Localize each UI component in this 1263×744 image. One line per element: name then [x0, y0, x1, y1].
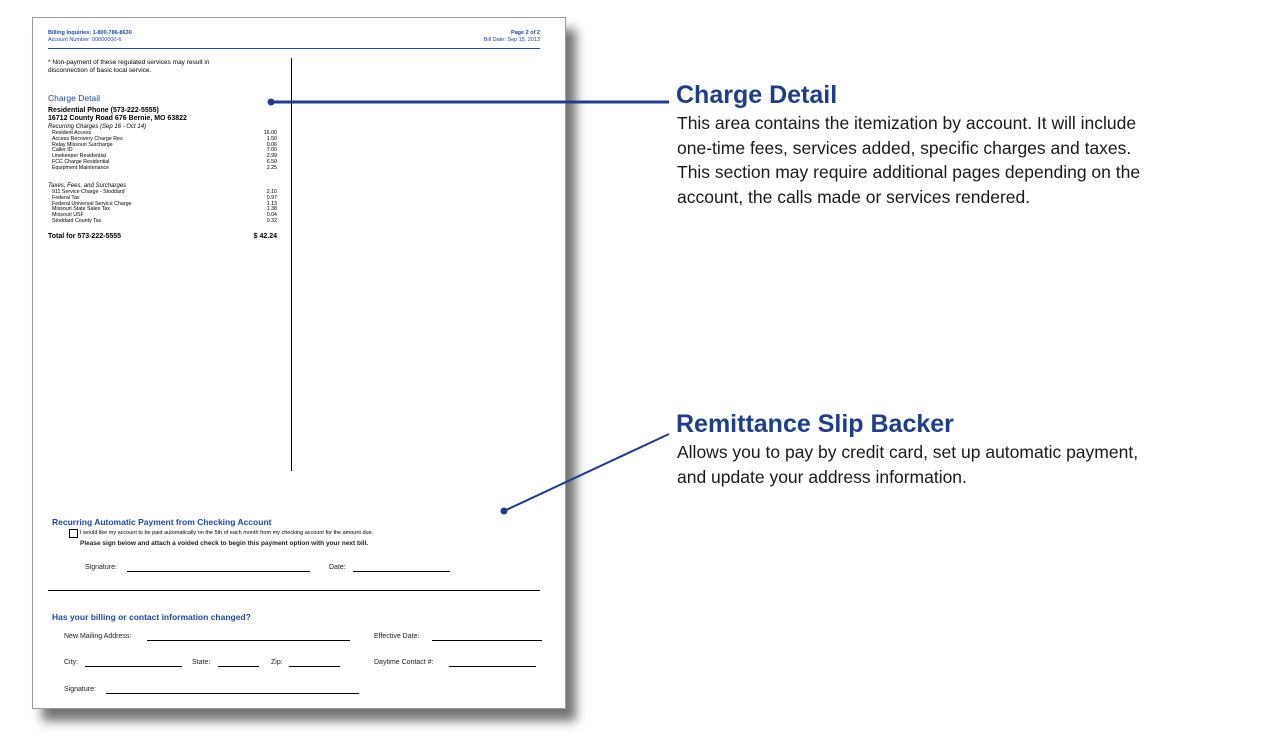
- effective-date-label: Effective Date:: [374, 633, 420, 640]
- charge-amount: 1.13: [266, 200, 277, 207]
- remittance-annotation-body: [677, 440, 1138, 489]
- charge-detail-annotation-title: Charge Detail: [676, 81, 838, 109]
- charge-label: Missouri State Sales Tax: [52, 206, 110, 213]
- charge-amount: 2.10: [266, 189, 277, 195]
- mailing-address-label: New Mailing Address:: [64, 633, 132, 640]
- contact-change-heading: Has your billing or contact information changed?: [52, 612, 251, 622]
- billing-inquiries: Billing Inquiries: 1-800-786-8630: [48, 30, 132, 36]
- total-label: Total for 573-222-5555: [48, 233, 122, 240]
- notice-line-2: disconnection of basic local service.: [48, 67, 152, 74]
- autopay-date-label: Date:: [329, 564, 346, 571]
- autopay-checkbox-text: I would like my account to be paid automatically on the 5th of each month from my checking account for the amount due.: [80, 530, 374, 536]
- charge-label: FCC Charge Residential: [52, 158, 110, 165]
- charge-amount: 2.99: [266, 153, 277, 160]
- charge-label: Federal Tax: [52, 194, 80, 201]
- notice-line-1: * Non-payment of these regulated services may result in: [48, 59, 210, 66]
- charge-label: 911 Service Charge - Stoddard: [52, 189, 125, 195]
- charge-label: Equipment Maintenance: [52, 164, 110, 171]
- charge-detail-annotation-body: [677, 111, 1140, 209]
- charge-label: Relay Missouri Surcharge: [52, 141, 113, 148]
- charge-amount: 0.97: [266, 194, 277, 201]
- charge-label: Federal Universal Service Charge: [52, 200, 132, 207]
- autopay-instruction: Please sign below and attach a voided check to begin this payment option with your next bill.: [80, 540, 369, 547]
- remittance-annotation-title: Remittance Slip Backer: [676, 410, 954, 438]
- charge-detail-heading: Charge Detail: [48, 93, 100, 103]
- contact-signature-label: Signature:: [64, 686, 96, 693]
- charge-label: Linekeeper Residential: [52, 153, 106, 160]
- remittance-annotation-line: Allows you to pay by credit card, set up automatic payment,: [677, 442, 1139, 462]
- zip-label: Zip:: [271, 659, 283, 666]
- charge-amount: 6.50: [266, 158, 277, 165]
- bill-date: Bill Date: Sep 15, 2013: [483, 37, 540, 43]
- total-value: $ 42.24: [253, 233, 277, 240]
- service-address: 16712 County Road 676 Bernie, MO 63822: [48, 115, 187, 122]
- charge-amount: 2.25: [266, 164, 277, 171]
- page-number: Page 2 of 2: [510, 30, 540, 36]
- charge-amount: 16.00: [263, 130, 277, 136]
- charge-amount: 7.00: [266, 147, 277, 154]
- autopay-heading: Recurring Automatic Payment from Checking Account: [52, 517, 272, 527]
- remittance-callout-line: [504, 434, 669, 511]
- charge-label: Caller ID: [52, 147, 73, 154]
- charge-detail-annotation-line: This area contains the itemization by account. It will include: [677, 113, 1137, 133]
- account-number: Account Number: 00000000-6: [48, 37, 122, 43]
- state-label: State:: [192, 659, 211, 666]
- charge-label: Stoddard County Tax: [52, 217, 102, 224]
- daytime-contact-label: Daytime Contact #:: [374, 659, 434, 666]
- charge-amount: 0.32: [266, 217, 277, 224]
- charge-detail-annotation-line: account, the calls made or services rendered.: [677, 186, 1031, 207]
- charge-amount: 1.38: [266, 206, 277, 213]
- charge-amount: 0.06: [266, 141, 277, 148]
- charge-label: Resident Access: [52, 130, 92, 136]
- city-label: City:: [64, 659, 78, 666]
- charge-label: Access Recovery Charge Res: [52, 135, 123, 142]
- taxes-heading: Taxes, Fees, and Surcharges: [48, 183, 127, 189]
- charge-amount: 0.04: [266, 212, 277, 219]
- service-name: Residential Phone (573-222-5555): [48, 107, 159, 114]
- autopay-signature-label: Signature:: [85, 564, 117, 571]
- charge-label: Missouri USF: [52, 212, 84, 219]
- charge-amount: 1.50: [266, 135, 277, 142]
- recurring-heading: Recurring Charges (Sep 16 - Oct 14): [48, 124, 147, 130]
- charge-detail-annotation-line: This section may require additional pages depending on the: [677, 162, 1141, 182]
- remittance-annotation-line: and update your address information.: [677, 466, 967, 487]
- charge-detail-annotation-line: one-time fees, services added, specific charges and taxes.: [677, 137, 1132, 158]
